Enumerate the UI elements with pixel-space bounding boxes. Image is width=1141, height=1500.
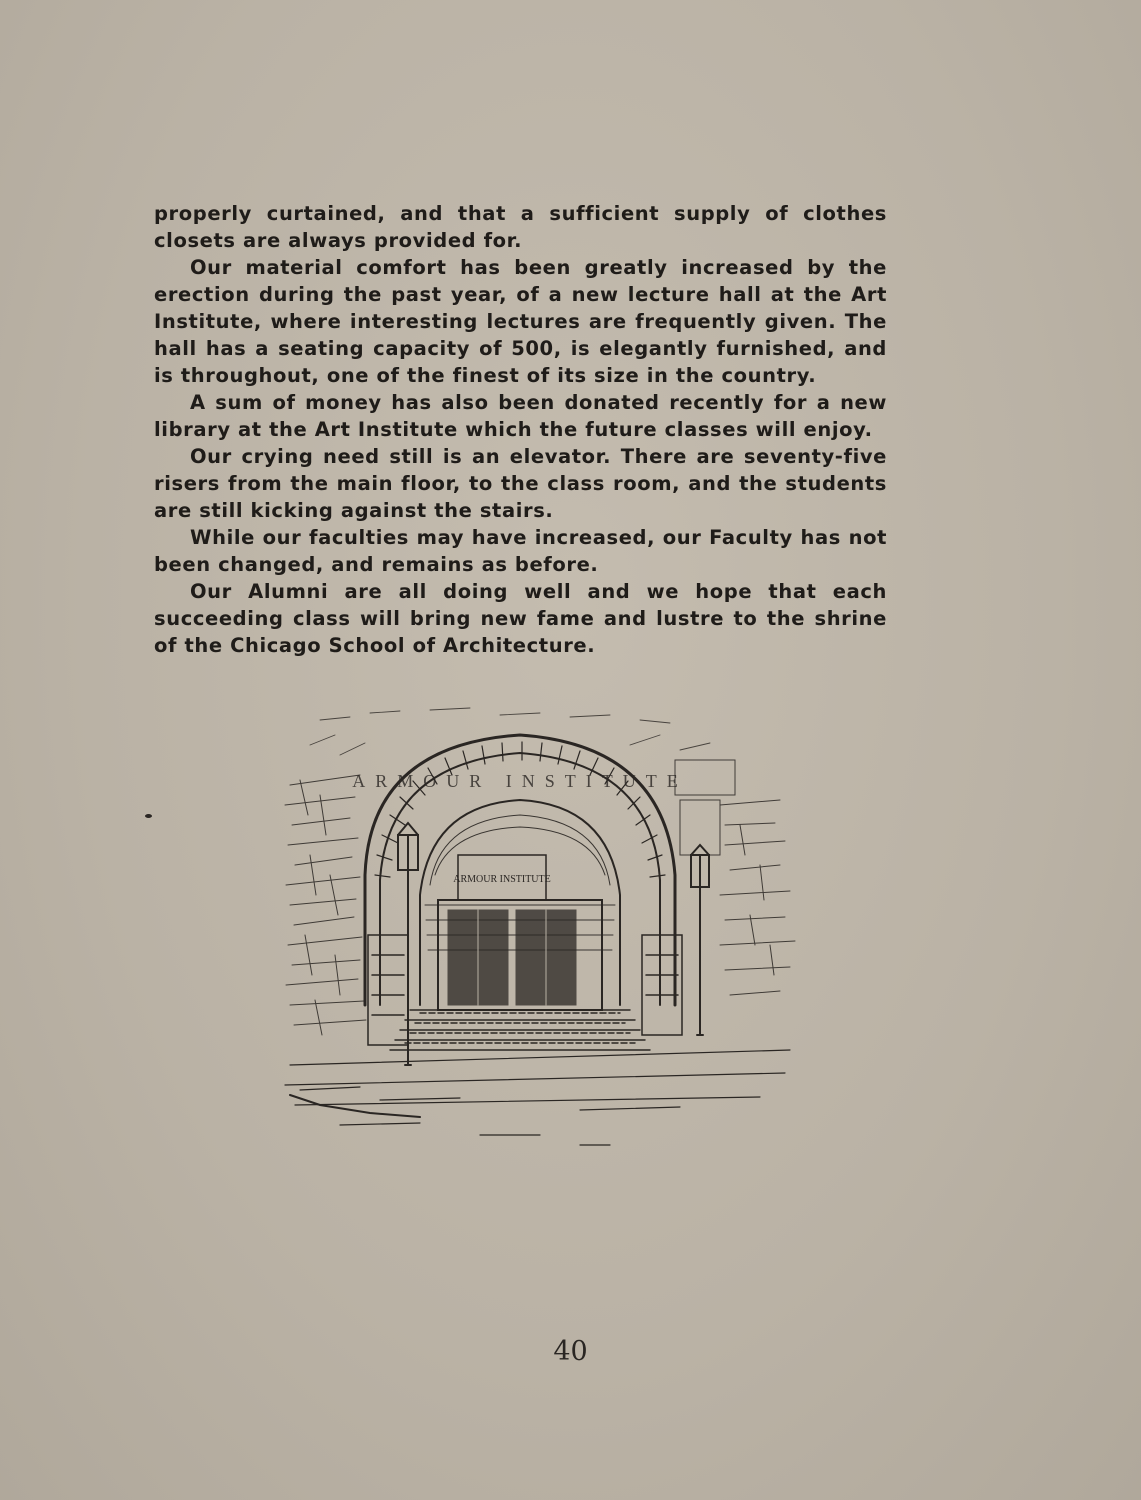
armour-institute-entrance-illustration: [280, 705, 800, 1160]
door-sign: ARMOUR INSTITUTE: [453, 874, 551, 885]
page-number: 40: [553, 1336, 588, 1367]
paragraph-5: While our faculties may have increased, our Faculty has not been changed, and remains as before.: [154, 526, 887, 576]
paragraph-3: A sum of money has also been donated recently for a new library at the Art Institute which the future classes will enjoy.: [154, 391, 887, 441]
paragraph-4: Our crying need still is an elevator. There are seventy-five risers from the main floor, to the class room, and the students are still kicking against the stairs.: [154, 445, 887, 522]
paragraph-2: Our material comfort has been greatly increased by the erection during the past year, of a new lecture hall at the Art Institute, where interesting lectures are frequently given. The hall has a seating capacity of 500, is elegantly furnished, and is throughout, one of the finest of its size in the country.: [154, 256, 887, 387]
ink-speck: [145, 814, 152, 818]
arch-inscription: ARMOUR INSTITUTE: [352, 771, 688, 791]
paragraph-1: properly curtained, and that a sufficient supply of clothes closets are always provided for.: [154, 202, 887, 252]
paragraph-6: Our Alumni are all doing well and we hope that each succeeding class will bring new fame and lustre to the shrine of the Chicago School of Architecture.: [154, 580, 887, 657]
body-text: [154, 200, 887, 659]
